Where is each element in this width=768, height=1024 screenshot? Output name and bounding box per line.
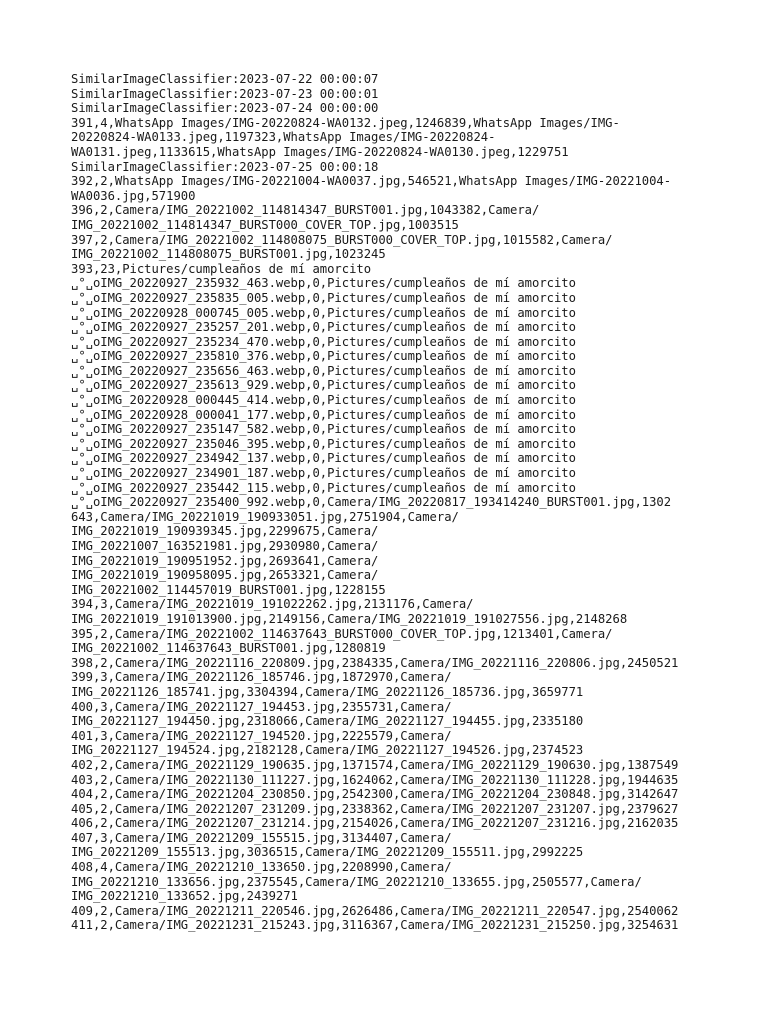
log-line: ␣°␣oIMG_20220927_235835_005.webp,0,Pictures/cumpleaños de mí amorcito (71, 290, 576, 305)
log-line: SimilarImageClassifier:2023-07-25 00:00:18 (71, 159, 379, 174)
log-line: WA0036.jpg,571900 (71, 188, 196, 203)
log-line: ␣°␣oIMG_20220927_235400_992.webp,0,Camera/IMG_20220817_193414240_BURST001.jpg,1302 (71, 495, 672, 510)
log-line: ␣°␣oIMG_20220927_235257_201.webp,0,Pictures/cumpleaños de mí amorcito (71, 320, 576, 335)
log-line: IMG_20221210_133652.jpg,2439271 (71, 889, 298, 904)
log-line: ␣°␣oIMG_20220927_235613_929.webp,0,Pictures/cumpleaños de mí amorcito (71, 378, 576, 393)
log-line: ␣°␣oIMG_20220927_235442_115.webp,0,Pictures/cumpleaños de mí amorcito (71, 480, 576, 495)
log-line: ␣°␣oIMG_20220927_235810_376.webp,0,Pictures/cumpleaños de mí amorcito (71, 349, 576, 364)
log-line: 20220824-WA0133.jpeg,1197323,WhatsApp Images/IMG-20220824- (71, 130, 496, 145)
log-line: IMG_20221019_190958095.jpg,2653321,Camera/ (71, 568, 379, 583)
log-line: 394,3,Camera/IMG_20221019_191022262.jpg,2131176,Camera/ (71, 597, 474, 612)
log-line: ␣°␣oIMG_20220927_235234_470.webp,0,Pictures/cumpleaños de mí amorcito (71, 334, 576, 349)
log-line: IMG_20221210_133656.jpg,2375545,Camera/IMG_20221210_133655.jpg,2505577,Camera/ (71, 874, 642, 889)
log-line: IMG_20221019_191013900.jpg,2149156,Camera/IMG_20221019_191027556.jpg,2148268 (71, 611, 628, 626)
log-line: 404,2,Camera/IMG_20221204_230850.jpg,2542300,Camera/IMG_20221204_230848.jpg,3142647 (71, 787, 679, 802)
log-line: 400,3,Camera/IMG_20221127_194453.jpg,2355731,Camera/ (71, 699, 452, 714)
log-line: IMG_20221007_163521981.jpg,2930980,Camera/ (71, 539, 379, 553)
log-line: IMG_20221002_114808075_BURST001.jpg,1023245 (71, 247, 386, 262)
log-line: 405,2,Camera/IMG_20221207_231209.jpg,2338362,Camera/IMG_20221207_231207.jpg,2379627 (71, 801, 679, 816)
log-line: 392,2,WhatsApp Images/IMG-20221004-WA0037.jpg,546521,WhatsApp Images/IMG-20221004- (71, 174, 672, 189)
log-line: 398,2,Camera/IMG_20221116_220809.jpg,2384335,Camera/IMG_20221116_220806.jpg,2450521 (71, 655, 679, 670)
log-line: 402,2,Camera/IMG_20221129_190635.jpg,1371574,Camera/IMG_20221129_190630.jpg,1387549 (71, 757, 679, 772)
log-line: ␣°␣oIMG_20220927_235932_463.webp,0,Pictures/cumpleaños de mí amorcito (71, 276, 576, 291)
log-line: SimilarImageClassifier:2023-07-22 00:00:07 (71, 72, 379, 86)
log-line: ␣°␣oIMG_20220927_234901_187.webp,0,Pictures/cumpleaños de mí amorcito (71, 466, 576, 481)
log-line: IMG_20221127_194524.jpg,2182128,Camera/IMG_20221127_194526.jpg,2374523 (71, 743, 584, 758)
log-line: 403,2,Camera/IMG_20221130_111227.jpg,1624062,Camera/IMG_20221130_111228.jpg,1944635 (71, 772, 679, 787)
log-line: IMG_20221209_155513.jpg,3036515,Camera/IMG_20221209_155511.jpg,2992225 (71, 845, 584, 860)
log-line: IMG_20221002_114637643_BURST001.jpg,1280819 (71, 641, 386, 656)
log-line: IMG_20221002_114457019_BURST001.jpg,1228155 (71, 582, 386, 597)
log-line: 407,3,Camera/IMG_20221209_155515.jpg,3134407,Camera/ (71, 830, 452, 845)
log-line: IMG_20221019_190951952.jpg,2693641,Camera/ (71, 553, 379, 568)
log-line: SimilarImageClassifier:2023-07-23 00:00:01 (71, 86, 379, 101)
log-line: 397,2,Camera/IMG_20221002_114808075_BURST000_COVER_TOP.jpg,1015582,Camera/ (71, 232, 613, 247)
log-line: ␣°␣oIMG_20220928_000041_177.webp,0,Pictures/cumpleaños de mí amorcito (71, 407, 576, 422)
log-line: SimilarImageClassifier:2023-07-24 00:00:00 (71, 101, 379, 116)
log-line: 411,2,Camera/IMG_20221231_215243.jpg,3116367,Camera/IMG_20221231_215250.jpg,3254631 (71, 918, 679, 933)
log-line: IMG_20221126_185741.jpg,3304394,Camera/IMG_20221126_185736.jpg,3659771 (71, 684, 584, 699)
log-line: ␣°␣oIMG_20220927_235046_395.webp,0,Pictures/cumpleaños de mí amorcito (71, 436, 576, 451)
log-line: 406,2,Camera/IMG_20221207_231214.jpg,2154026,Camera/IMG_20221207_231216.jpg,2162035 (71, 816, 679, 831)
log-line: 393,23,Pictures/cumpleaños de mí amorcito (71, 261, 372, 276)
log-line: ␣°␣oIMG_20220927_234942_137.webp,0,Pictures/cumpleaños de mí amorcito (71, 451, 576, 466)
log-line: 395,2,Camera/IMG_20221002_114637643_BURST000_COVER_TOP.jpg,1213401,Camera/ (71, 626, 613, 641)
log-line: 399,3,Camera/IMG_20221126_185746.jpg,1872970,Camera/ (71, 670, 452, 685)
log-line: 391,4,WhatsApp Images/IMG-20220824-WA0132.jpeg,1246839,WhatsApp Images/IMG- (71, 115, 620, 130)
log-line: ␣°␣oIMG_20220928_000445_414.webp,0,Pictures/cumpleaños de mí amorcito (71, 393, 576, 408)
log-line: 401,3,Camera/IMG_20221127_194520.jpg,2225579,Camera/ (71, 728, 452, 743)
log-line: 396,2,Camera/IMG_20221002_114814347_BURST001.jpg,1043382,Camera/ (71, 203, 540, 218)
log-line: ␣°␣oIMG_20220928_000745_005.webp,0,Pictures/cumpleaños de mí amorcito (71, 305, 576, 320)
log-line: 409,2,Camera/IMG_20221211_220546.jpg,2626486,Camera/IMG_20221211_220547.jpg,2540062 (71, 903, 679, 918)
log-line: ␣°␣oIMG_20220927_235656_463.webp,0,Pictures/cumpleaños de mí amorcito (71, 363, 576, 378)
log-line: ␣°␣oIMG_20220927_235147_582.webp,0,Pictures/cumpleaños de mí amorcito (71, 422, 576, 437)
log-line: IMG_20221019_190939345.jpg,2299675,Camera/ (71, 524, 379, 539)
log-line: IMG_20221002_114814347_BURST000_COVER_TOP.jpg,1003515 (71, 217, 459, 232)
log-line: WA0131.jpeg,1133615,WhatsApp Images/IMG-20220824-WA0130.jpeg,1229751 (71, 144, 569, 159)
log-line: 643,Camera/IMG_20221019_190933051.jpg,2751904,Camera/ (71, 509, 459, 524)
log-text-body (71, 72, 761, 933)
log-line: IMG_20221127_194450.jpg,2318066,Camera/IMG_20221127_194455.jpg,2335180 (71, 714, 584, 729)
log-line: 408,4,Camera/IMG_20221210_133650.jpg,2208990,Camera/ (71, 860, 452, 875)
